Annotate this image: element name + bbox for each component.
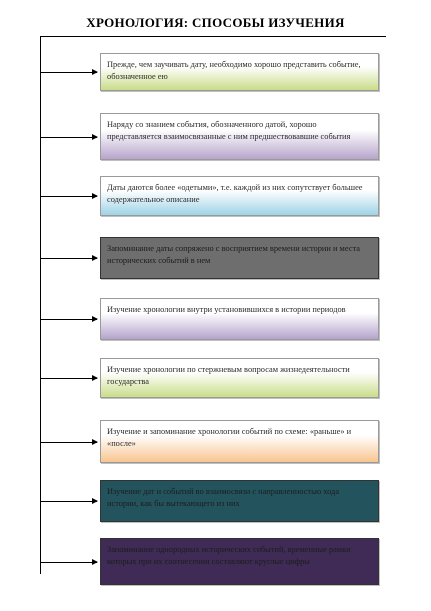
connector-arrow-8 <box>41 501 97 502</box>
connector-arrow-1 <box>41 72 97 73</box>
connector-arrow-9 <box>41 562 97 563</box>
diagram-title: ХРОНОЛОГИЯ: СПОСОБЫ ИЗУЧЕНИЯ <box>86 15 345 30</box>
method-box-4: Запоминание даты сопряжено с восприятием времени истории и места исторических событий в нем <box>100 237 379 279</box>
connector-arrow-2 <box>41 137 97 138</box>
method-box-9: Запоминание однородных исторических событий, временные рамки которых при их соотнесении составляют круглые цифры <box>100 538 379 585</box>
method-box-1: Прежде, чем заучивать дату, необходимо хорошо представить событие, обозначенное ею <box>100 53 379 91</box>
method-box-7: Изучение и запоминание хронологии событий по схеме: «раньше» и «после» <box>100 420 379 463</box>
connector-arrow-5 <box>41 319 97 320</box>
method-box-8: Изучение дат и событий во взаимосвязи с направленностью хода истории, как бы вытекающего из них <box>100 480 379 522</box>
connector-arrow-3 <box>41 196 97 197</box>
method-box-5: Изучение хронологии внутри установившихся в истории периодов <box>100 298 379 340</box>
method-box-6: Изучение хронологии по стержневым вопросам жизнедеятельности государства <box>100 358 379 398</box>
connector-arrow-6 <box>41 378 97 379</box>
method-box-2: Наряду со знанием события, обозначенного датой, хорошо представляется взаимосвязанные с ним предшествовавшие события <box>100 113 379 160</box>
connector-arrow-4 <box>41 258 97 259</box>
connector-arrow-7 <box>41 442 97 443</box>
method-box-3: Даты даются более «одетыми», т.е. каждой из них сопутствует большее содержательное описание <box>100 176 379 216</box>
top-bracket-line <box>40 36 386 37</box>
vertical-spine-line <box>40 36 41 574</box>
